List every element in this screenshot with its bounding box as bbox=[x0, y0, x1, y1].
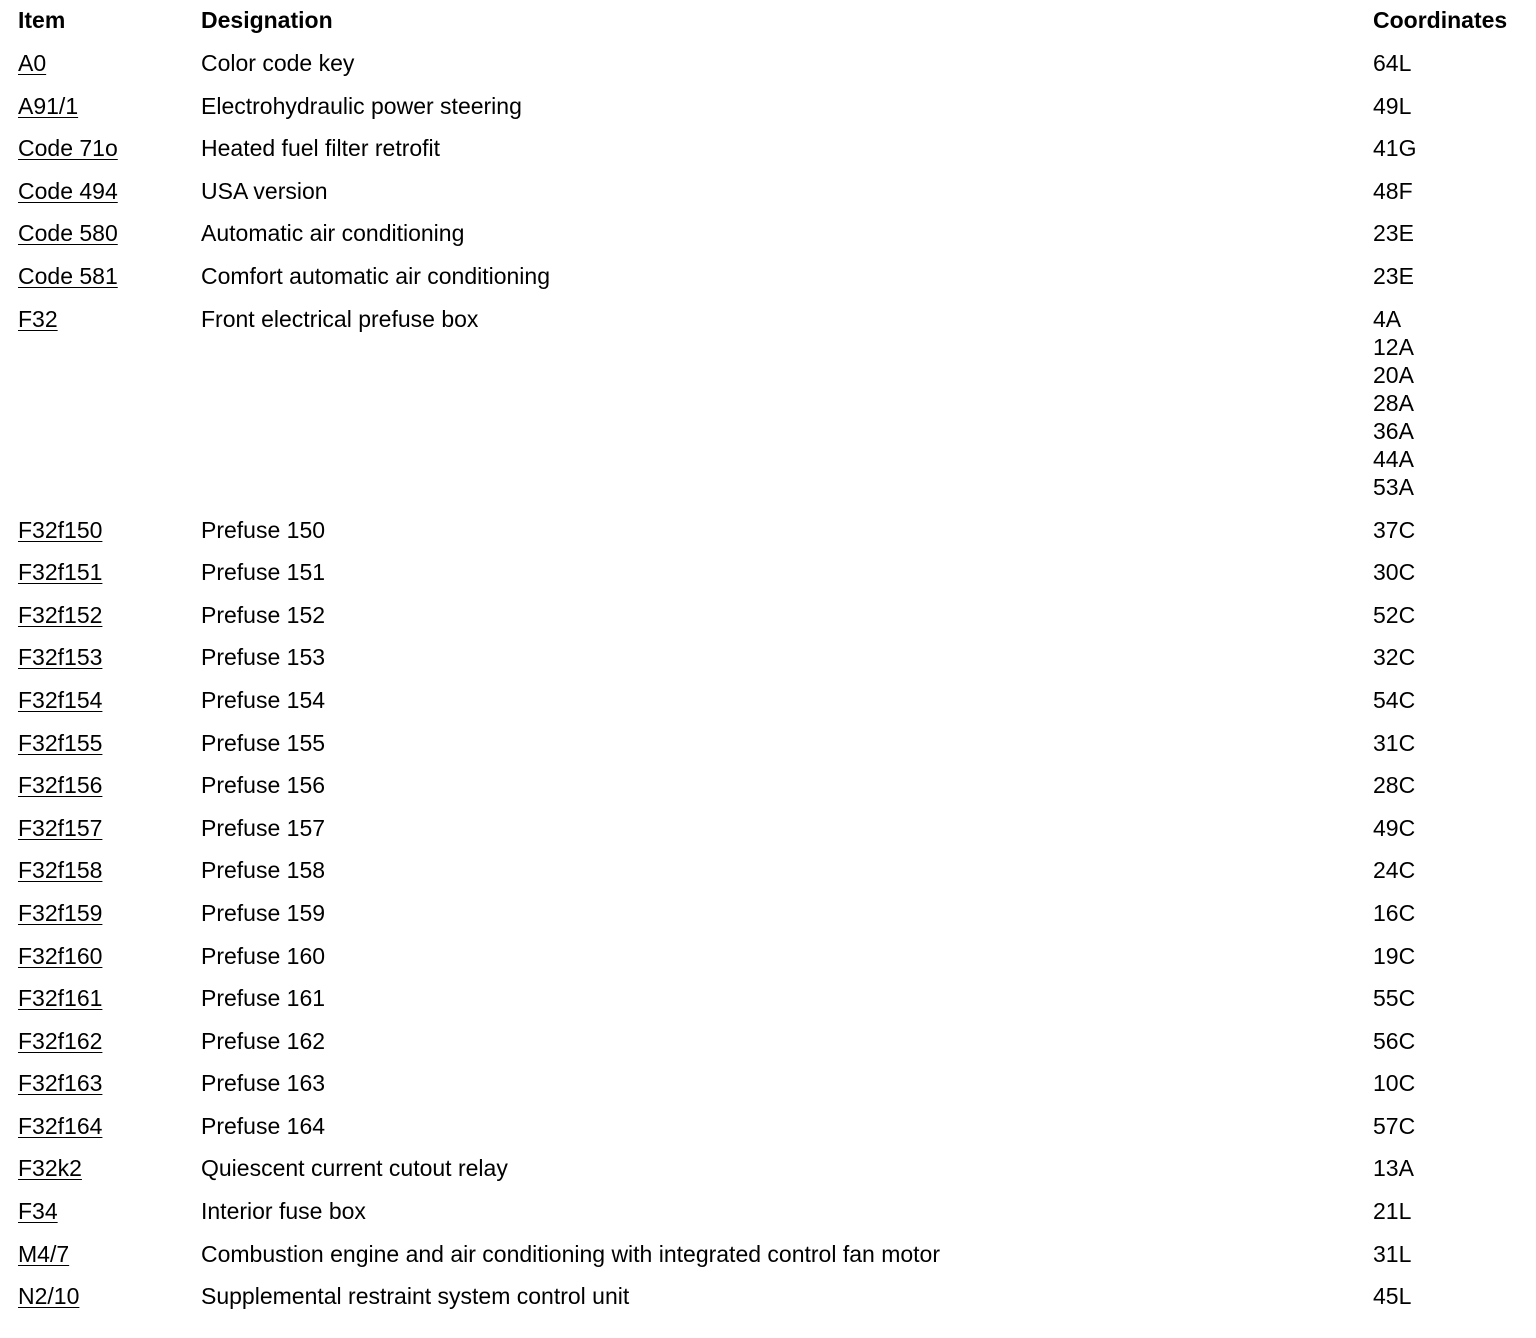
table-row bbox=[0, 49, 1536, 92]
item-link[interactable]: F32f151 bbox=[18, 559, 103, 586]
coordinate-value: 30C bbox=[1373, 559, 1416, 586]
table-row bbox=[0, 134, 1536, 177]
coordinates-cell bbox=[1373, 1282, 1536, 1325]
item-cell bbox=[0, 516, 201, 559]
table-row bbox=[0, 984, 1536, 1027]
item-link[interactable]: Code 580 bbox=[18, 220, 118, 247]
item-cell bbox=[0, 814, 201, 857]
designation-cell: Prefuse 150 bbox=[201, 516, 326, 543]
item-link[interactable]: F32f162 bbox=[18, 1027, 103, 1054]
item-link[interactable]: F32f163 bbox=[18, 1070, 103, 1097]
designation-cell: USA version bbox=[201, 177, 328, 204]
coordinate-value: 52C bbox=[1373, 601, 1416, 628]
table-row bbox=[0, 771, 1536, 814]
item-cell bbox=[0, 558, 201, 601]
coordinates-cell bbox=[1373, 686, 1536, 729]
coordinate-value: 10C bbox=[1373, 1070, 1416, 1097]
designation-cell: Prefuse 158 bbox=[201, 857, 326, 884]
item-cell bbox=[0, 942, 201, 985]
designation-cell: Prefuse 152 bbox=[201, 601, 326, 628]
designation-cell: Prefuse 164 bbox=[201, 1112, 326, 1139]
coordinate-value: 36A bbox=[1373, 417, 1414, 444]
coordinates-cell bbox=[1373, 984, 1536, 1027]
item-cell bbox=[0, 686, 201, 729]
coordinate-value: 20A bbox=[1373, 361, 1414, 388]
coordinate-value: 48F bbox=[1373, 177, 1413, 204]
coordinate-value: 49L bbox=[1373, 92, 1412, 119]
component-legend-table bbox=[0, 6, 1536, 1325]
coordinate-value: 19C bbox=[1373, 942, 1416, 969]
item-link[interactable]: F32 bbox=[18, 305, 58, 332]
table-row bbox=[0, 601, 1536, 644]
item-cell bbox=[0, 1197, 201, 1240]
item-cell bbox=[0, 219, 201, 262]
coordinate-value: 16C bbox=[1373, 899, 1416, 926]
designation-cell: Combustion engine and air conditioning with integrated control fan motor bbox=[201, 1240, 940, 1267]
coordinate-value: 32C bbox=[1373, 644, 1416, 671]
coordinates-cell bbox=[1373, 305, 1536, 516]
coordinate-value: 31C bbox=[1373, 729, 1416, 756]
item-link[interactable]: Code 581 bbox=[18, 262, 118, 289]
coordinate-value: 13A bbox=[1373, 1155, 1414, 1182]
designation-cell: Front electrical prefuse box bbox=[201, 305, 479, 332]
column-header-designation: Designation bbox=[201, 7, 333, 33]
item-cell bbox=[0, 49, 201, 92]
item-link[interactable]: F32f150 bbox=[18, 516, 103, 543]
item-link[interactable]: F32f152 bbox=[18, 601, 103, 628]
coordinate-value: 54C bbox=[1373, 686, 1416, 713]
item-link[interactable]: M4/7 bbox=[18, 1240, 70, 1267]
coordinate-value: 4A bbox=[1373, 305, 1402, 332]
item-link[interactable]: Code 71o bbox=[18, 135, 118, 162]
designation-cell: Prefuse 162 bbox=[201, 1027, 326, 1054]
coordinate-value: 37C bbox=[1373, 516, 1416, 543]
coordinates-cell bbox=[1373, 942, 1536, 985]
item-cell bbox=[0, 729, 201, 772]
coordinates-cell bbox=[1373, 1240, 1536, 1283]
coordinates-cell bbox=[1373, 558, 1536, 601]
table-row bbox=[0, 1197, 1536, 1240]
coordinate-value: 28A bbox=[1373, 389, 1414, 416]
coordinates-cell bbox=[1373, 643, 1536, 686]
column-header-coordinates: Coordinates bbox=[1373, 7, 1508, 33]
table-row bbox=[0, 856, 1536, 899]
designation-cell: Prefuse 154 bbox=[201, 686, 326, 713]
coordinates-cell bbox=[1373, 601, 1536, 644]
coordinate-value: 21L bbox=[1373, 1198, 1412, 1225]
column-header-item: Item bbox=[18, 7, 66, 33]
item-link[interactable]: A91/1 bbox=[18, 92, 79, 119]
item-cell bbox=[0, 1027, 201, 1070]
coordinates-cell bbox=[1373, 177, 1536, 220]
coordinates-cell bbox=[1373, 856, 1536, 899]
coordinates-cell bbox=[1373, 1027, 1536, 1070]
item-cell bbox=[0, 1069, 201, 1112]
item-link[interactable]: F32f157 bbox=[18, 814, 103, 841]
designation-cell: Prefuse 153 bbox=[201, 644, 326, 671]
coordinates-cell bbox=[1373, 899, 1536, 942]
coordinate-value: 24C bbox=[1373, 857, 1416, 884]
coordinate-value: 64L bbox=[1373, 50, 1412, 76]
designation-cell: Automatic air conditioning bbox=[201, 220, 465, 247]
designation-cell: Comfort automatic air conditioning bbox=[201, 262, 550, 289]
coordinate-value: 31L bbox=[1373, 1240, 1412, 1267]
legend-rows bbox=[0, 49, 1536, 1325]
designation-cell: Electrohydraulic power steering bbox=[201, 92, 522, 119]
item-cell bbox=[0, 305, 201, 516]
item-link[interactable]: A0 bbox=[18, 50, 47, 76]
designation-cell: Heated fuel filter retrofit bbox=[201, 135, 441, 162]
item-link[interactable]: Code 494 bbox=[18, 177, 118, 204]
table-row bbox=[0, 1027, 1536, 1070]
item-cell bbox=[0, 771, 201, 814]
item-link[interactable]: F32f155 bbox=[18, 729, 103, 756]
coordinates-cell bbox=[1373, 1069, 1536, 1112]
item-cell bbox=[0, 92, 201, 135]
coordinates-cell bbox=[1373, 1112, 1536, 1155]
item-cell bbox=[0, 134, 201, 177]
coordinates-cell bbox=[1373, 516, 1536, 559]
item-link[interactable]: F32k2 bbox=[18, 1155, 82, 1182]
table-row bbox=[0, 1069, 1536, 1112]
designation-cell: Color code key bbox=[201, 50, 355, 76]
designation-cell: Prefuse 163 bbox=[201, 1070, 326, 1097]
table-row bbox=[0, 729, 1536, 772]
table-row bbox=[0, 558, 1536, 601]
coordinates-cell bbox=[1373, 1197, 1536, 1240]
coordinates-cell bbox=[1373, 219, 1536, 262]
coordinate-value: 44A bbox=[1373, 445, 1414, 472]
item-link[interactable]: F32f156 bbox=[18, 772, 103, 799]
table-row bbox=[0, 1112, 1536, 1155]
coordinate-value: 45L bbox=[1373, 1283, 1412, 1310]
table-row bbox=[0, 305, 1536, 516]
coordinate-value: 56C bbox=[1373, 1027, 1416, 1054]
table-row bbox=[0, 814, 1536, 857]
table-row bbox=[0, 686, 1536, 729]
designation-cell: Supplemental restraint system control unit bbox=[201, 1283, 630, 1310]
item-cell bbox=[0, 984, 201, 1027]
table-row bbox=[0, 1282, 1536, 1325]
coordinates-cell bbox=[1373, 49, 1536, 92]
item-cell bbox=[0, 1154, 201, 1197]
designation-cell: Interior fuse box bbox=[201, 1198, 366, 1225]
table-row bbox=[0, 262, 1536, 305]
coordinate-value: 53A bbox=[1373, 473, 1414, 500]
coordinate-value: 23E bbox=[1373, 262, 1414, 289]
table-row bbox=[0, 516, 1536, 559]
header-row bbox=[0, 6, 1536, 49]
coordinates-cell bbox=[1373, 814, 1536, 857]
coordinate-value: 49C bbox=[1373, 814, 1416, 841]
coordinate-value: 23E bbox=[1373, 220, 1414, 247]
item-link[interactable]: F32f159 bbox=[18, 899, 103, 926]
item-link[interactable]: N2/10 bbox=[18, 1283, 80, 1310]
item-link[interactable]: F32f161 bbox=[18, 985, 103, 1012]
coordinate-value: 12A bbox=[1373, 333, 1414, 360]
item-cell bbox=[0, 643, 201, 686]
table-row bbox=[0, 219, 1536, 262]
coordinate-value: 57C bbox=[1373, 1112, 1416, 1139]
item-cell bbox=[0, 262, 201, 305]
item-cell bbox=[0, 1112, 201, 1155]
coordinate-value: 55C bbox=[1373, 985, 1416, 1012]
item-link[interactable]: F32f158 bbox=[18, 857, 103, 884]
item-link[interactable]: F32f154 bbox=[18, 686, 103, 713]
table-row bbox=[0, 1240, 1536, 1283]
table-row bbox=[0, 899, 1536, 942]
coordinates-cell bbox=[1373, 1154, 1536, 1197]
item-link[interactable]: F32f153 bbox=[18, 644, 103, 671]
item-cell bbox=[0, 1282, 201, 1325]
coordinates-cell bbox=[1373, 92, 1536, 135]
coordinates-cell bbox=[1373, 771, 1536, 814]
item-link[interactable]: F32f164 bbox=[18, 1112, 103, 1139]
table-row bbox=[0, 177, 1536, 220]
item-cell bbox=[0, 177, 201, 220]
designation-cell: Prefuse 161 bbox=[201, 985, 326, 1012]
table-row bbox=[0, 1154, 1536, 1197]
designation-cell: Prefuse 160 bbox=[201, 942, 326, 969]
item-cell bbox=[0, 899, 201, 942]
item-cell bbox=[0, 1240, 201, 1283]
designation-cell: Prefuse 151 bbox=[201, 559, 326, 586]
designation-cell: Prefuse 159 bbox=[201, 899, 326, 926]
item-cell bbox=[0, 856, 201, 899]
designation-cell: Prefuse 155 bbox=[201, 729, 326, 756]
coordinates-cell bbox=[1373, 134, 1536, 177]
table-row bbox=[0, 942, 1536, 985]
designation-cell: Prefuse 156 bbox=[201, 772, 326, 799]
designation-cell: Quiescent current cutout relay bbox=[201, 1155, 508, 1182]
designation-cell: Prefuse 157 bbox=[201, 814, 326, 841]
item-cell bbox=[0, 601, 201, 644]
item-link[interactable]: F32f160 bbox=[18, 942, 103, 969]
coordinates-cell bbox=[1373, 262, 1536, 305]
item-link[interactable]: F34 bbox=[18, 1198, 58, 1225]
coordinates-cell bbox=[1373, 729, 1536, 772]
table-row bbox=[0, 92, 1536, 135]
table-row bbox=[0, 643, 1536, 686]
coordinate-value: 28C bbox=[1373, 772, 1416, 799]
coordinate-value: 41G bbox=[1373, 135, 1417, 162]
